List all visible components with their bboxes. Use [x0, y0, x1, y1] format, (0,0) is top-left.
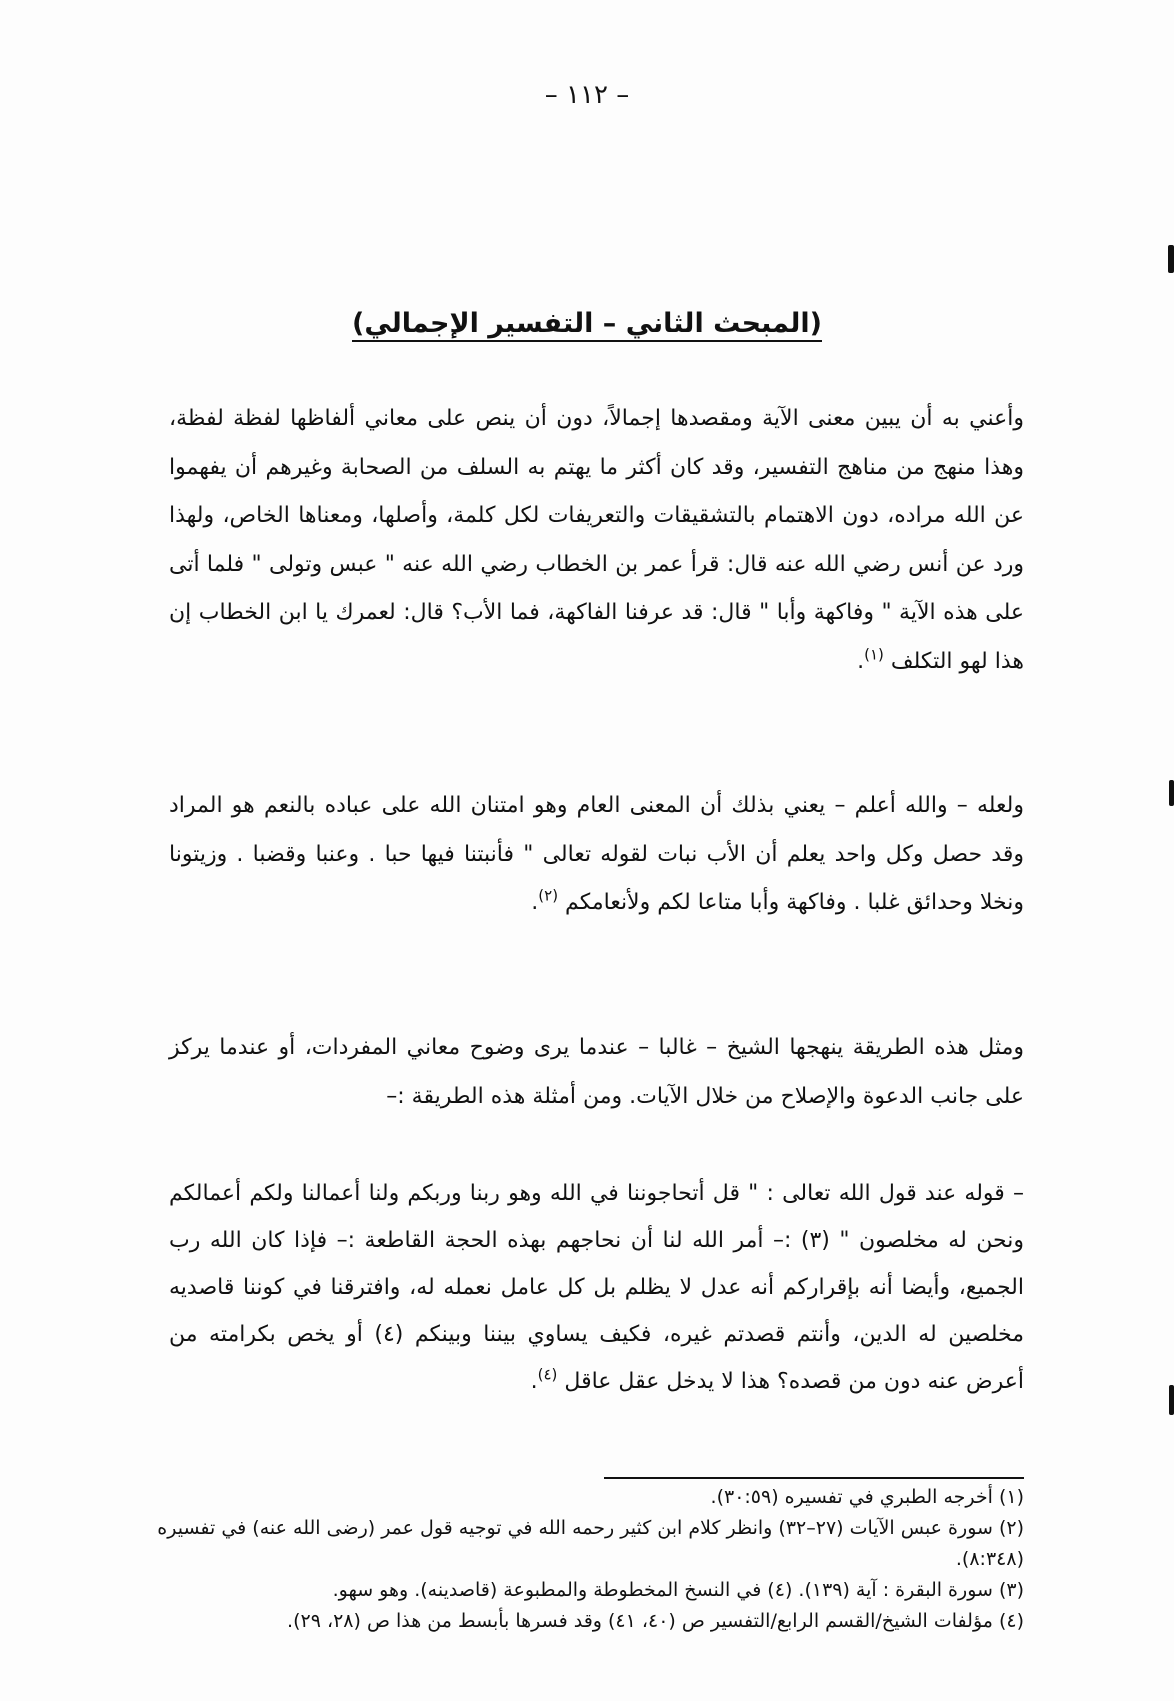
footnote-ref: (٤) — [537, 1365, 558, 1384]
footnote-number: (٤) — [998, 1610, 1024, 1632]
scan-edge-mark — [1168, 245, 1174, 273]
footnote-text: أخرجه الطبري في تفسيره (٣٠:٥٩). — [710, 1486, 993, 1508]
page-number: – ١١٢ – — [544, 80, 630, 110]
footnote-item — [144, 1513, 1024, 1575]
footnote-number: (١) — [998, 1486, 1024, 1508]
footnote-item — [144, 1575, 1024, 1606]
scan-edge-mark — [1169, 780, 1174, 806]
section-title: (المبحث الثاني – التفسير الإجمالي) — [352, 308, 822, 339]
footnote-ref: (٢) — [538, 886, 559, 905]
footnote-divider — [604, 1477, 1024, 1479]
paragraph-text: وأعني به أن يبين معنى الآية ومقصدها إجمالاً، دون أن ينص على معاني ألفاظها لفظة لفظة، وهذا منهج من مناهج التفسير، وقد كان أكثر ما يهتم به السلف من الصحابة وغيرهم أن يفهموا عن الله مراده، دون الاهتمام بالتشقيقات والتعريفات لكل كلمة، وأصلها، ومعناها الخاص، ولهذا ورد عن أنس رضي الله عنه قال: قرأ عمر بن الخطاب رضي الله عنه " عبس وتولى " فلما أتى على هذه الآية " وفاكهة وأبا " قال: قد عرفنا الفاكهة، فما الأب؟ قال: لعمرك يا ابن الخطاب إن هذا لهو التكلف — [169, 406, 1024, 674]
footnote-text: سورة عبس الآيات (٢٧–٣٢) وانظر كلام ابن كثير رحمه الله في توجيه قول عمر (رضى الله عنه) في تفسيره (٨:٣٤٨). — [157, 1517, 1024, 1570]
footnote-item — [144, 1482, 1024, 1513]
paragraph-text: – قوله عند قول الله تعالى : " قل أتحاجوننا في الله وهو ربنا وربكم ولنا أعمالنا ولكم أعمالكم ونحن له مخلصون " (٣) :– أمر الله لنا أن نحاجهم بهذه الحجة القاطعة :– فإذا كان الله رب الجميع، وأيضا أنه بإقراركم أنه عدل لا يظلم بل كل عامل نعمله له، وافترقنا في كوننا قاصديه مخلصين له الدين، وأنتم قصدتم غيره، فكيف يساوي بيننا وبينكم (٤) أو يخص بكرامته من أعرض عنه دون من قصده؟ هذا لا يدخل عقل عاقل — [169, 1181, 1025, 1394]
paragraph-example: – قوله عند قول الله تعالى : " قل أتحاجوننا في الله وهو ربنا وربكم ولنا أعمالنا ولكم أعمالكم ونحن له مخلصون " (٣) :– أمر الله لنا أن نحاجهم بهذه الحجة القاطعة :– فإذا كان الله رب الجميع، وأيضا أنه بإقراركم أنه عدل لا يظلم بل كل عامل نعمله له، وافترقنا في كوننا قاصديه مخلصين له الدين، وأنتم قصدتم غيره، فكيف يساوي بيننا وبينكم (٤) أو يخص بكرامته من أعرض عنه دون من قصده؟ هذا لا يدخل عقل عاقل $^{(٤)}$. — [169, 1181, 1025, 1394]
paragraph-method — [169, 1024, 1024, 1121]
paragraph-intro: وأعني به أن يبين معنى الآية ومقصدها إجمالاً، دون أن ينص على معاني ألفاظها لفظة لفظة، وهذا منهج من مناهج التفسير، وقد كان أكثر ما يهتم به السلف من الصحابة وغيرهم أن يفهموا عن الله مراده، دون الاهتمام بالتشقيقات والتعريفات لكل كلمة، وأصلها، ومعناها الخاص، ولهذا ورد عن أنس رضي الله عنه قال: قرأ عمر بن الخطاب رضي الله عنه " عبس وتولى " فلما أتى على هذه الآية " وفاكهة وأبا " قال: قد عرفنا الفاكهة، فما الأب؟ قال: لعمرك يا ابن الخطاب إن هذا لهو التكلف $^{(١)}$. — [169, 406, 1024, 674]
footnote-text: مؤلفات الشيخ/القسم الرابع/التفسير ص (٤٠، ٤١) وقد فسرها بأبسط من هذا ص (٢٨، ٢٩). — [287, 1610, 993, 1632]
footnote-number: (٢) — [998, 1517, 1024, 1539]
footnote-number: (٣) — [998, 1579, 1024, 1601]
paragraph-text: ولعله – والله أعلم – يعني بذلك أن المعنى العام وهو امتنان الله على عباده بالنعم هو المراد وقد حصل وكل واحد يعلم أن الأب نبات لقوله تعالى " فأنبتنا فيها حبا . وعنبا وقضبا . وزيتونا ونخلا وحدائق غلبا . وفاكهة وأبا متاعا لكم ولأنعامكم — [169, 793, 1024, 915]
footnote-item — [144, 1606, 1024, 1637]
footnotes-list — [144, 1482, 1024, 1637]
footnote-ref: (١) — [864, 645, 884, 664]
paragraph-text: ومثل هذه الطريقة ينهجها الشيخ – غالبا – عندما يرى وضوح معاني المفردات، أو عندما يركز على جانب الدعوة والإصلاح من خلال الآيات. ومن أمثلة هذه الطريقة :– — [169, 1035, 1024, 1109]
scan-edge-mark — [1169, 1385, 1174, 1415]
footnote-text: سورة البقرة : آية (١٣٩). (٤) في النسخ المخطوطة والمطبوعة (قاصدينه). وهو سهو. — [332, 1579, 993, 1601]
paragraph-meaning: ولعله – والله أعلم – يعني بذلك أن المعنى العام وهو امتنان الله على عباده بالنعم هو المراد وقد حصل وكل واحد يعلم أن الأب نبات لقوله تعالى " فأنبتنا فيها حبا . وعنبا وقضبا . وزيتونا ونخلا وحدائق غلبا . وفاكهة وأبا متاعا لكم ولأنعامكم $^{(٢)}$. — [169, 793, 1024, 915]
